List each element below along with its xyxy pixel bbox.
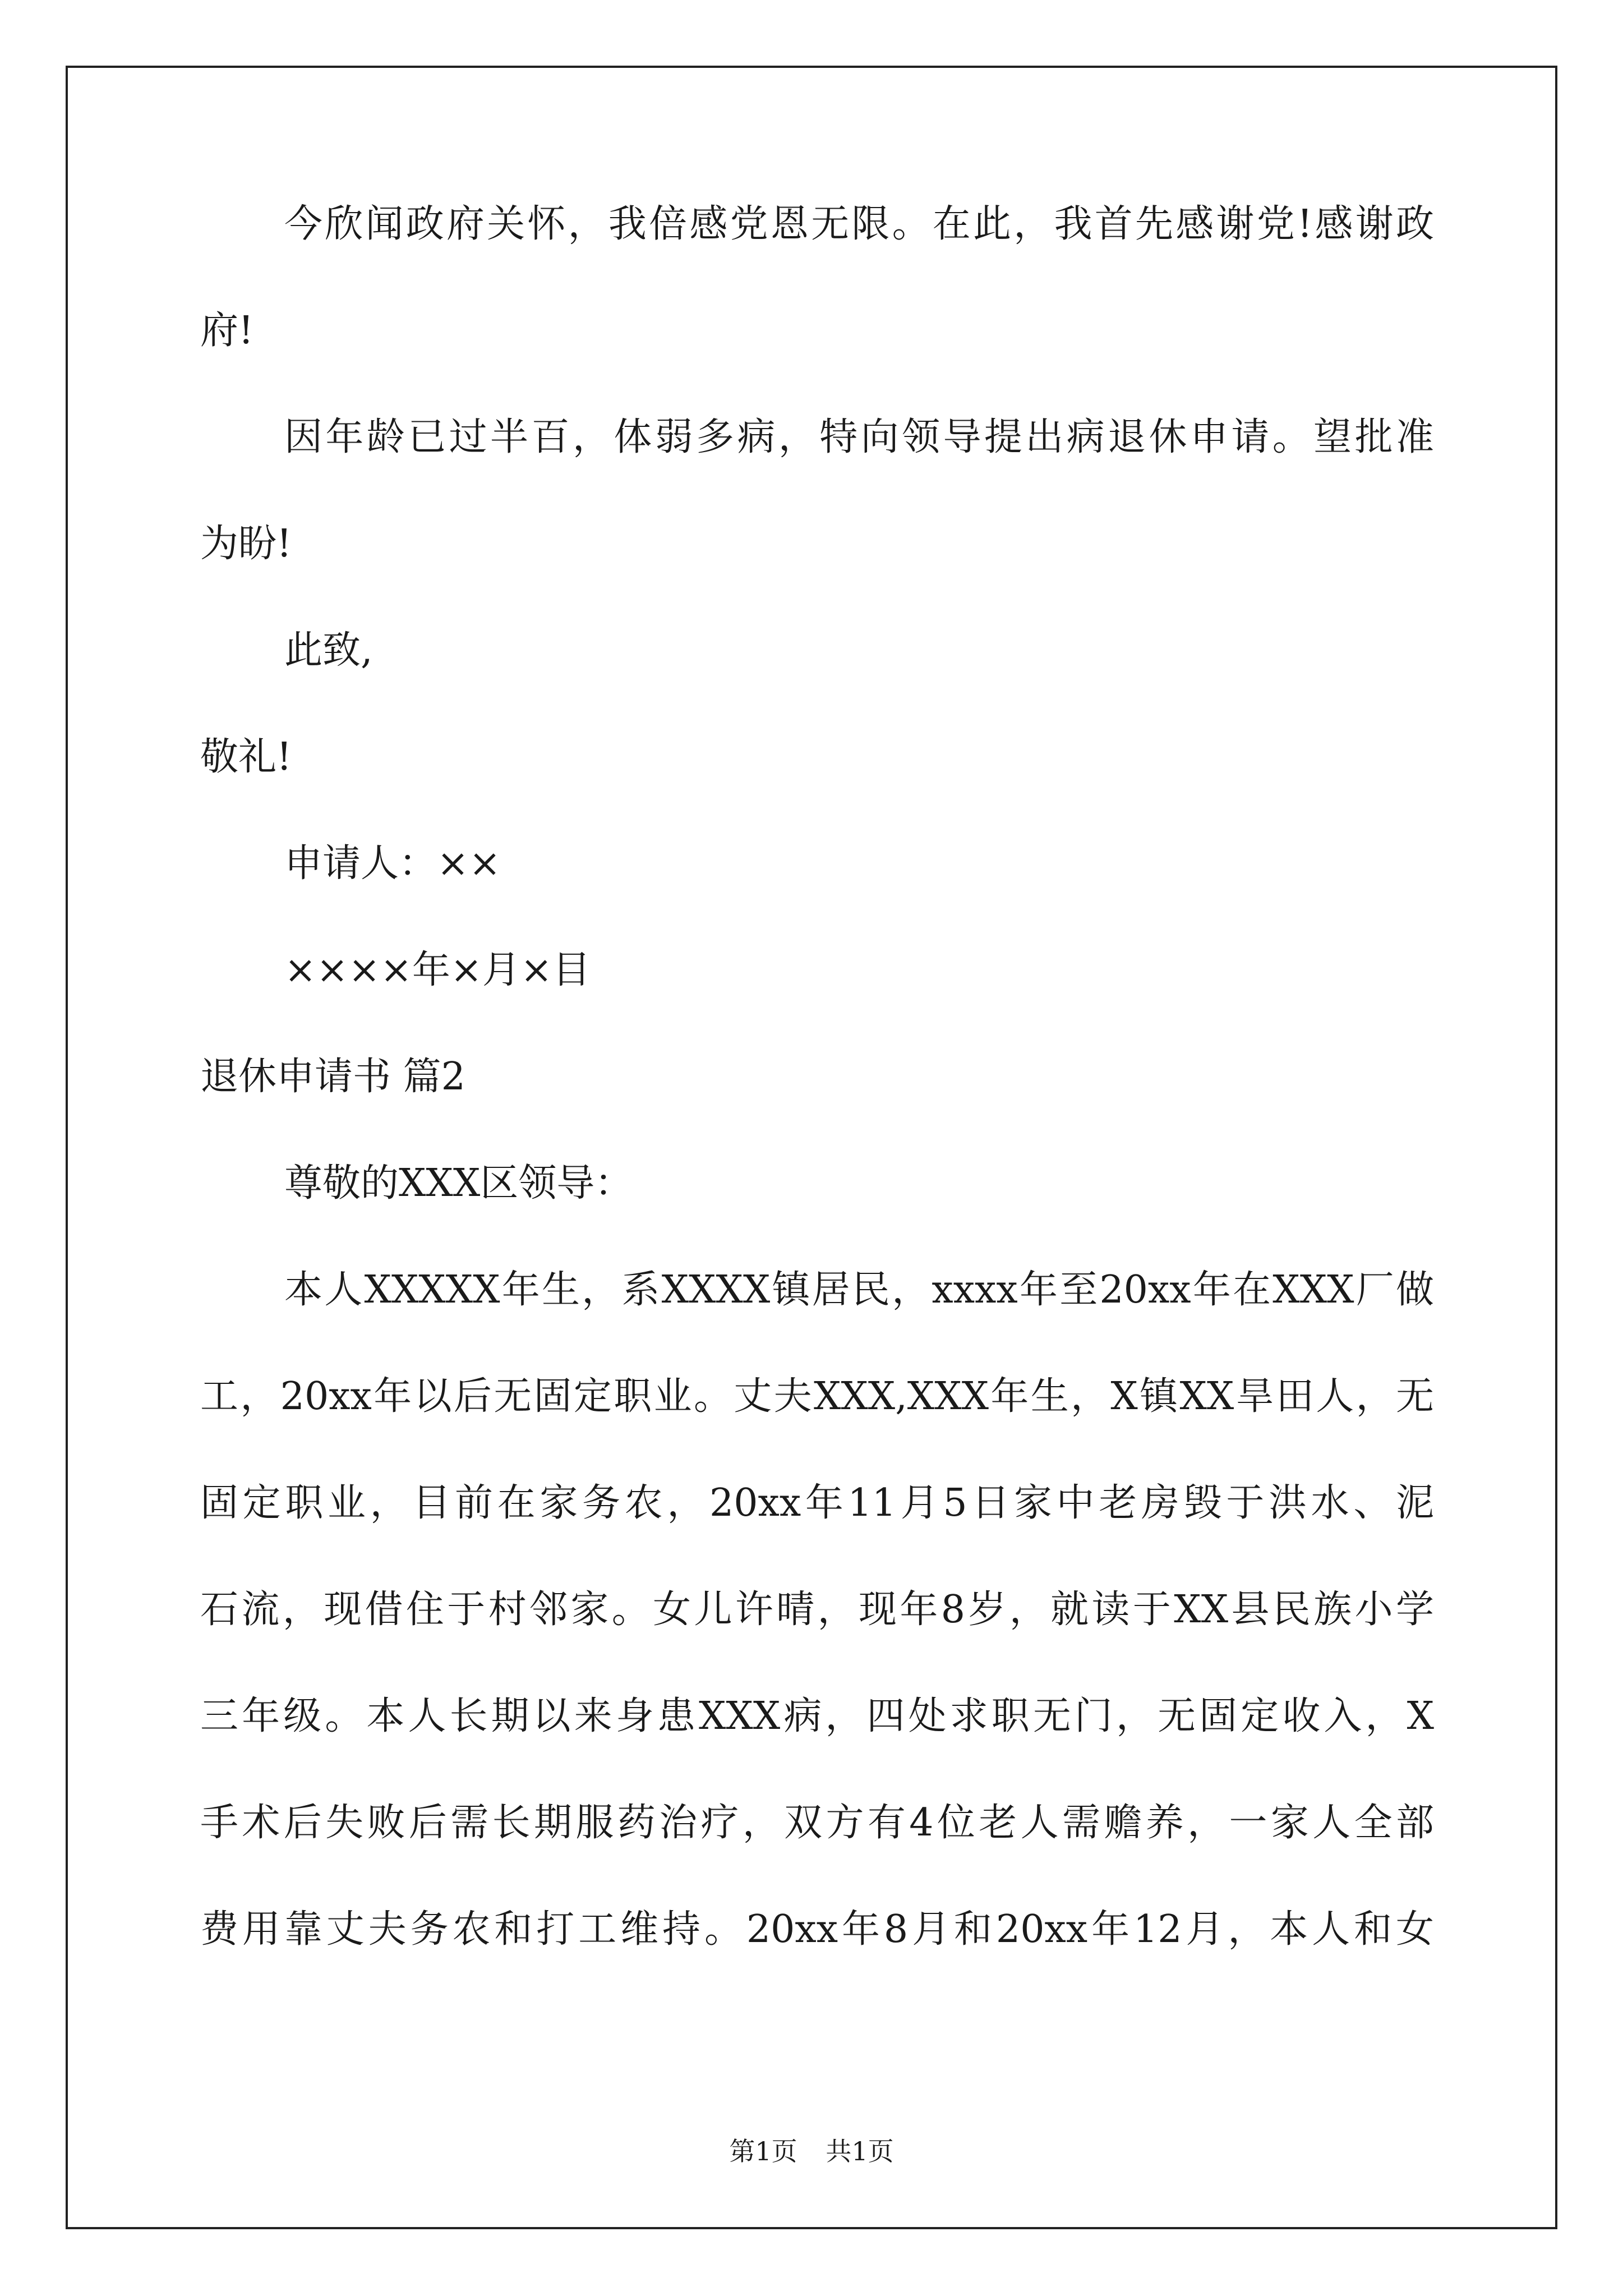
paragraph-line: 固定职业，目前在家务农，20xx年11月5日家中老房毁于洪水、泥: [200, 1481, 1434, 1525]
paragraph-line: 费用靠丈夫务农和打工维持。20xx年8月和20xx年12月，本人和女: [200, 1907, 1434, 1952]
paragraph-line: 手术后失败后需长期服药治疗，双方有4位老人需赡养，一家人全部: [200, 1801, 1434, 1845]
closing-salutation: 此致,: [284, 628, 373, 673]
page-number-current: 第1页: [729, 2136, 797, 2166]
letter-greeting: 尊敬的XXX区领导：: [284, 1161, 633, 1205]
page-number-total: 共1页: [826, 2136, 894, 2166]
paragraph-line: 本人XXXXX年生，系XXXX镇居民，xxxx年至20xx年在XXX厂做: [284, 1268, 1434, 1312]
applicant-signature: 申请人：××: [284, 841, 501, 886]
paragraph-line: 石流，现借住于村邻家。女儿许晴，现年8岁，就读于XX县民族小学: [200, 1588, 1434, 1632]
paragraph-line: 因年龄已过半百，体弱多病，特向领导提出病退休申请。望批准: [284, 415, 1434, 459]
page-footer: [0, 2134, 1623, 2168]
paragraph-line: 府!: [200, 309, 254, 353]
paragraph-line: 今欣闻政府关怀，我倍感党恩无限。在此，我首先感谢党!感谢政: [284, 202, 1434, 246]
closing-regards: 敬礼!: [200, 735, 292, 779]
paragraph-line: 三年级。本人长期以来身患XXX病，四处求职无门，无固定收入，X: [200, 1694, 1434, 1738]
paragraph-line: 为盼!: [200, 522, 292, 566]
section-heading: 退休申请书 篇2: [200, 1055, 465, 1099]
paragraph-line: 工，20xx年以后无固定职业。丈夫XXX,XXX年生，X镇XX旱田人，无: [200, 1374, 1434, 1419]
signature-date: ××××年×月×目: [284, 948, 591, 992]
